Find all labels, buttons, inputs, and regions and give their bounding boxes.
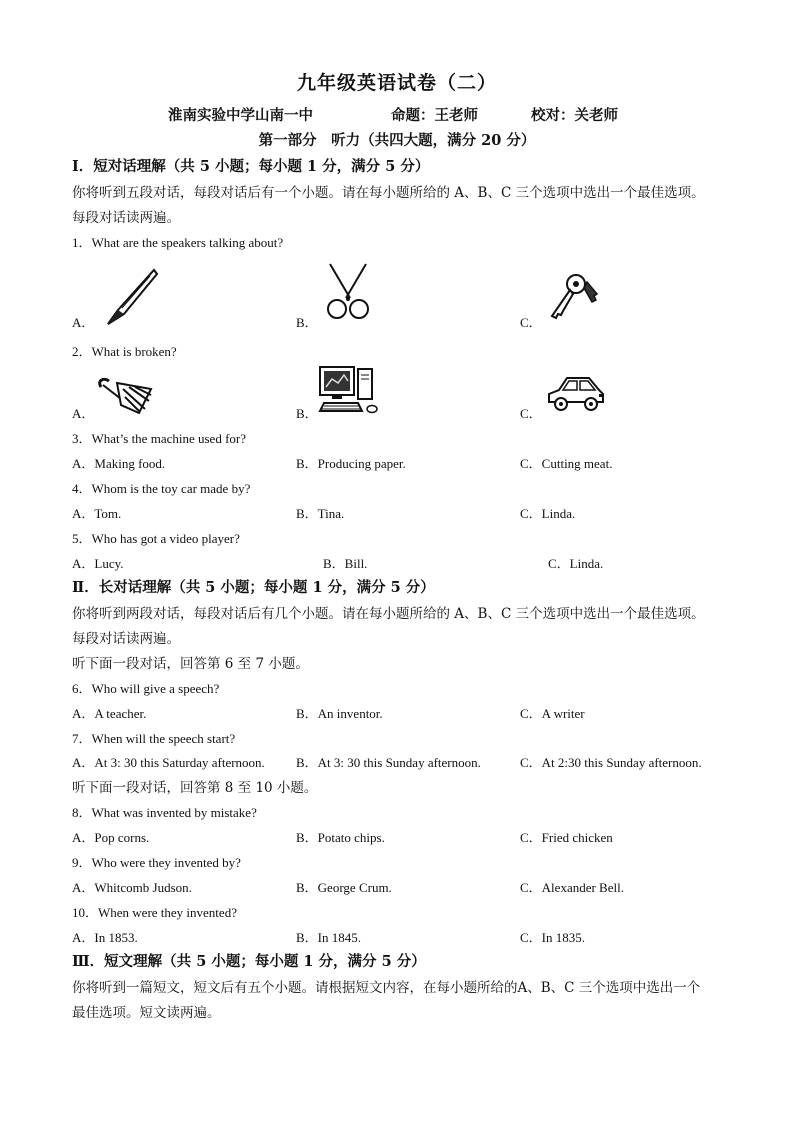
- question-4: 4．Whom is the toy car made by?: [72, 481, 251, 496]
- car-icon: [545, 372, 607, 414]
- scissors-icon: [320, 262, 376, 322]
- q8-option-a[interactable]: A．Pop corns.: [72, 830, 150, 845]
- section3-instruction-2: 最佳选项。短文读两遍。: [72, 1005, 221, 1021]
- q4-option-a[interactable]: A．Tom.: [72, 506, 122, 521]
- q7-option-b[interactable]: B．At 3: 30 this Sunday afternoon.: [296, 755, 481, 770]
- q10-option-a[interactable]: A．In 1853.: [72, 930, 138, 945]
- section1-heading: I．短对话理解（共 5 小题；每小题 1 分，满分 5 分）: [72, 158, 430, 175]
- q6-option-c[interactable]: C．A writer: [520, 706, 585, 721]
- q9-option-c[interactable]: C．Alexander Bell.: [520, 880, 624, 895]
- q4-option-c[interactable]: C．Linda.: [520, 506, 576, 521]
- author-label: 命题：王老师: [391, 107, 478, 124]
- q1-option-c[interactable]: C．: [520, 315, 542, 330]
- q10-option-b[interactable]: B．In 1845.: [296, 930, 362, 945]
- section1-instruction: 你将听到五段对话，每段对话后有一个小题。请在每小题所给的 A、B、C 三个选项中选出一个最佳选项。: [72, 185, 705, 201]
- q5-option-a[interactable]: A．Lucy.: [72, 556, 124, 571]
- q7-option-c[interactable]: C．At 2:30 this Sunday afternoon.: [520, 755, 702, 770]
- question-6: 6．Who will give a speech?: [72, 681, 220, 696]
- q6-option-a[interactable]: A．A teacher.: [72, 706, 147, 721]
- q8-option-c[interactable]: C．Fried chicken: [520, 830, 613, 845]
- school-name: 淮南实验中学山南一中: [168, 107, 313, 124]
- keys-icon: [540, 268, 600, 324]
- part-heading: 第一部分 听力（共四大题，满分 20 分）: [258, 132, 536, 149]
- q9-option-b[interactable]: B．George Crum.: [296, 880, 392, 895]
- q3-option-b[interactable]: B．Producing paper.: [296, 456, 406, 471]
- section3-instruction: 你将听到一篇短文，短文后有五个小题。请根据短文内容，在每小题所给的A、B、C 三个选项中选出一个: [72, 980, 701, 996]
- section2-instruction: 你将听到两段对话，每段对话后有几个小题。请在每小题所给的 A、B、C 三个选项中选出一个最佳选项。: [72, 606, 705, 622]
- question-1: 1．What are the speakers talking about?: [72, 235, 284, 250]
- question-7: 7．When will the speech start?: [72, 731, 236, 746]
- proofreader-label: 校对：关老师: [531, 107, 618, 124]
- q4-option-b[interactable]: B．Tina.: [296, 506, 345, 521]
- q5-option-c[interactable]: C．Linda.: [548, 556, 604, 571]
- question-2: 2．What is broken?: [72, 344, 177, 359]
- q10-option-c[interactable]: C．In 1835.: [520, 930, 586, 945]
- question-8: 8．What was invented by mistake?: [72, 805, 257, 820]
- q8-option-b[interactable]: B．Potato chips.: [296, 830, 385, 845]
- section2-subheading-2: 听下面一段对话，回答第 8 至 10 小题。: [72, 780, 318, 796]
- question-9: 9．Who were they invented by?: [72, 855, 241, 870]
- section3-heading: Ⅲ．短文理解（共 5 小题；每小题 1 分，满分 5 分）: [72, 953, 426, 970]
- section2-instruction-2: 每段对话读两遍。: [72, 631, 180, 647]
- q5-option-b[interactable]: B．Bill.: [323, 556, 368, 571]
- question-5: 5．Who has got a video player?: [72, 531, 240, 546]
- question-3: 3．What’s the machine used for?: [72, 431, 246, 446]
- q1-option-a[interactable]: A．: [72, 315, 95, 330]
- q6-option-b[interactable]: B．An inventor.: [296, 706, 383, 721]
- q2-option-a[interactable]: A．: [72, 406, 95, 421]
- question-10: 10．When were they invented?: [72, 905, 237, 920]
- q3-option-c[interactable]: C．Cutting meat.: [520, 456, 613, 471]
- umbrella-icon: [95, 373, 155, 415]
- q2-option-b[interactable]: B．: [296, 406, 318, 421]
- page-title: 九年级英语试卷（二）: [296, 72, 497, 94]
- section2-subheading-1: 听下面一段对话，回答第 6 至 7 小题。: [72, 656, 309, 672]
- computer-icon: [318, 363, 382, 419]
- section1-instruction-2: 每段对话读两遍。: [72, 210, 180, 226]
- q1-option-b[interactable]: B．: [296, 315, 318, 330]
- q9-option-a[interactable]: A．Whitcomb Judson.: [72, 880, 192, 895]
- q3-option-a[interactable]: A．Making food.: [72, 456, 166, 471]
- section2-heading: Ⅱ．长对话理解（共 5 小题；每小题 1 分，满分 5 分）: [72, 579, 435, 596]
- knife-icon: [100, 262, 160, 328]
- q7-option-a[interactable]: A．At 3: 30 this Saturday afternoon.: [72, 755, 265, 770]
- q2-option-c[interactable]: C．: [520, 406, 542, 421]
